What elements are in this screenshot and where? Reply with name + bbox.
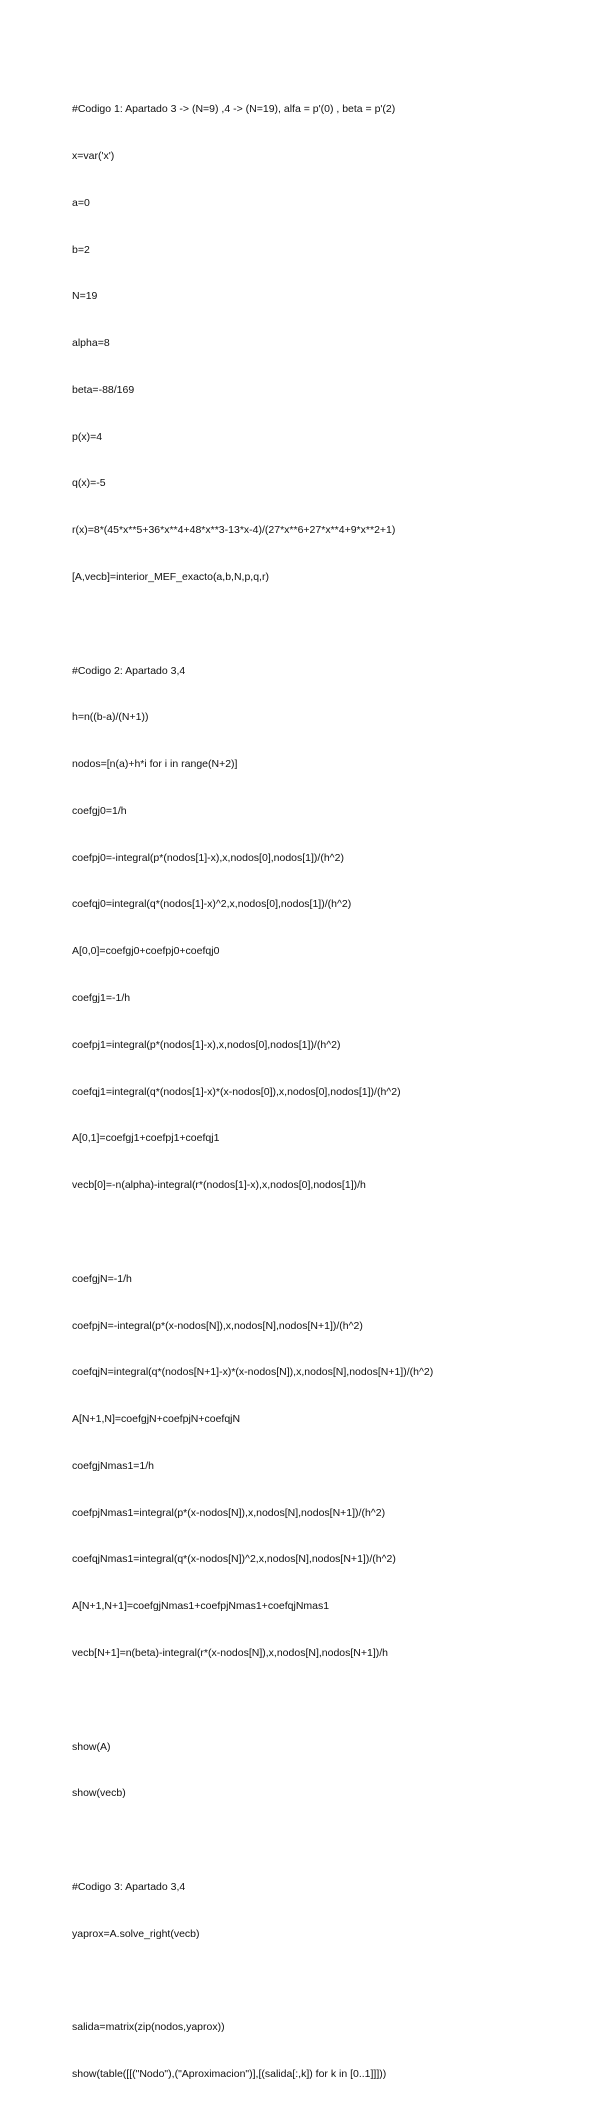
code-line: show(vecb) [72, 1787, 126, 1800]
code-line: q(x)=-5 [72, 477, 106, 490]
code-line: h=n((b-a)/(N+1)) [72, 711, 149, 724]
code-line: yaprox=A.solve_right(vecb) [72, 1927, 200, 1940]
code-comment-line: #Codigo 3: Apartado 3,4 [72, 1880, 186, 1893]
code-line: vecb[0]=-n(alpha)-integral(r*(nodos[1]-x),x,nodos[0],nodos[1])/h [72, 1179, 366, 1192]
code-line: coefgj0=1/h [72, 804, 127, 817]
blank-line [72, 617, 433, 633]
code-line: coefqj0=integral(q*(nodos[1]-x)^2,x,nodos[0],nodos[1])/(h^2) [72, 898, 352, 911]
code-line: A[0,0]=coefgj0+coefpj0+coefqj0 [72, 945, 220, 958]
code-line: coefgjNmas1=1/h [72, 1459, 155, 1472]
code-line: coefqj1=integral(q*(nodos[1]-x)*(x-nodos[0]),x,nodos[0],nodos[1])/(h^2) [72, 1085, 401, 1098]
blank-line [72, 1833, 433, 1849]
code-line: vecb[N+1]=n(beta)-integral(r*(x-nodos[N]),x,nodos[N],nodos[N+1])/h [72, 1646, 389, 1659]
code-line: coefqjN=integral(q*(nodos[N+1]-x)*(x-nodos[N]),x,nodos[N],nodos[N+1])/(h^2) [72, 1366, 434, 1379]
code-line: [A,vecb]=interior_MEF_exacto(a,b,N,p,q,r) [72, 571, 269, 583]
code-line: beta=-88/169 [72, 383, 135, 396]
code-line: A[N+1,N+1]=coefgjNmas1+coefpjNmas1+coefqjNmas1 [72, 1600, 330, 1613]
code-line: coefpjN=-integral(p*(x-nodos[N]),x,nodos[N],nodos[N+1])/(h^2) [72, 1319, 363, 1332]
code-listing [72, 71, 433, 2114]
code-line: alpha=8 [72, 337, 110, 350]
code-line: a=0 [72, 196, 90, 209]
blank-line [72, 1693, 433, 1709]
code-line: coefpjNmas1=integral(p*(x-nodos[N]),x,nodos[N],nodos[N+1])/(h^2) [72, 1506, 386, 1519]
code-line: nodos=[n(a)+h*i for i in range(N+2)] [72, 758, 238, 771]
code-line: coefgjN=-1/h [72, 1272, 132, 1285]
code-line: show(A) [72, 1740, 111, 1753]
code-line: r(x)=8*(45*x**5+36*x**4+48*x**3-13*x-4)/(27*x**6+27*x**4+9*x**2+1) [72, 524, 396, 537]
code-line: p(x)=4 [72, 430, 103, 443]
code-line: b=2 [72, 243, 90, 256]
code-comment-line: #Codigo 2: Apartado 3,4 [72, 664, 186, 677]
code-comment-line: #Codigo 1: Apartado 3 -> (N=9) ,4 -> (N=19), alfa = p'(0) , beta = p'(2) [72, 103, 396, 116]
code-line: N=19 [72, 290, 98, 303]
code-line: A[N+1,N]=coefgjN+coefpjN+coefqjN [72, 1413, 241, 1426]
code-line: x=var('x') [72, 149, 115, 162]
code-line: salida=matrix(zip(nodos,yaprox)) [72, 2021, 225, 2034]
code-line: A[0,1]=coefgj1+coefpj1+coefqj1 [72, 1132, 220, 1145]
code-line: show(table([[("Nodo"),("Aproximacion")],[(salida[:,k]) for k in [0..1]]])) [72, 2068, 387, 2080]
code-line: coefpj1=integral(p*(nodos[1]-x),x,nodos[0],nodos[1])/(h^2) [72, 1038, 341, 1051]
code-line: coefqjNmas1=integral(q*(x-nodos[N])^2,x,nodos[N],nodos[N+1])/(h^2) [72, 1553, 396, 1566]
blank-line [72, 1973, 433, 1989]
blank-line [72, 1225, 433, 1241]
code-line: coefpj0=-integral(p*(nodos[1]-x),x,nodos[0],nodos[1])/(h^2) [72, 851, 344, 864]
code-line: coefgj1=-1/h [72, 992, 131, 1005]
